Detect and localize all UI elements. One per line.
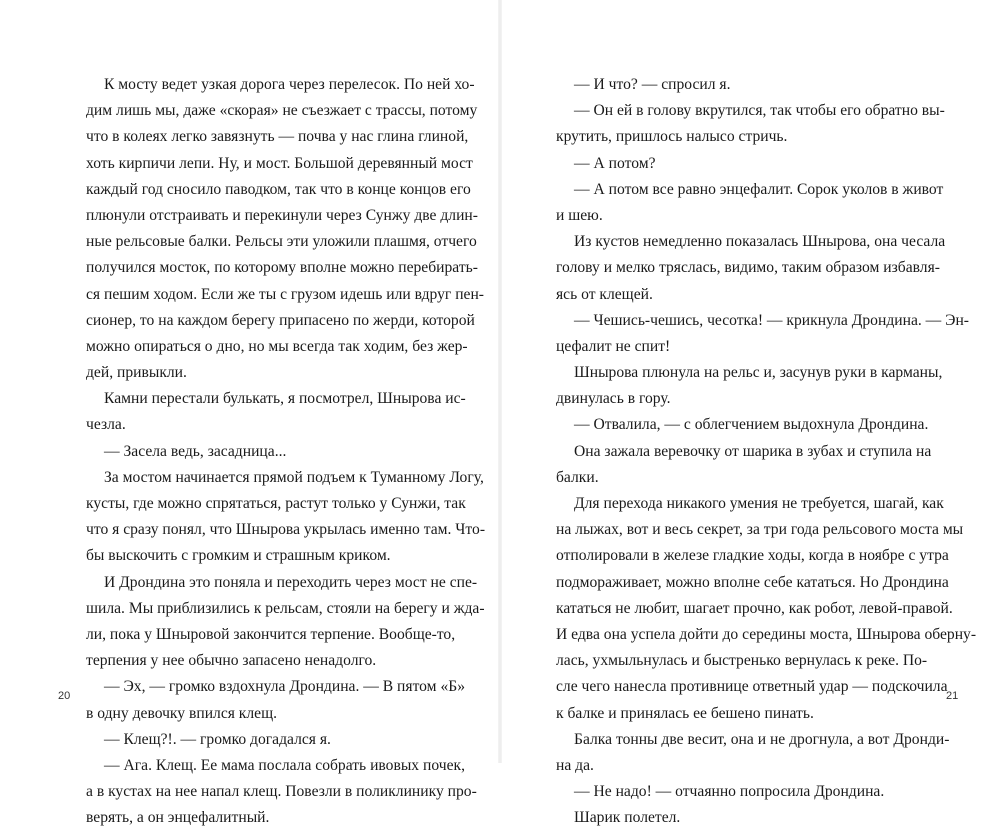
text-line: отполировали в железе гладкие ходы, когда в ноябре с утра	[556, 547, 949, 565]
left-page	[0, 0, 500, 827]
text-line: ся пешим ходом. Если же ты с грузом идешь или вдруг пен-	[86, 285, 484, 303]
left-page-number: 20	[58, 690, 71, 702]
text-line: Из кустов немедленно показалась Шнырова, она чесала	[574, 233, 946, 251]
text-line: балки.	[556, 468, 599, 486]
text-line: бы выскочить с громким и страшным криком.	[86, 547, 391, 565]
text-line: — Отвалила, — с облегчением выдохнула Дрондина.	[574, 416, 929, 434]
text-line: терпения у нее обычно запасено ненадолго.	[86, 652, 377, 670]
text-line: к балке и принялась ее бешено пинать.	[556, 704, 814, 722]
text-line: кусты, где можно спрятаться, растут только у Сунжи, так	[86, 495, 466, 512]
text-line: — Не надо! — отчаянно попросила Дрондина.	[574, 783, 885, 801]
text-line: на лыжах, вот и весь секрет, за три года рельсового моста мы	[556, 521, 964, 539]
text-line: а в кустах на нее напал клещ. Повезли в поликлинику про-	[86, 783, 477, 801]
text-line: цефалит не спит!	[556, 337, 671, 355]
text-line: Для перехода никакого умения не требуется, шагай, как	[574, 495, 944, 512]
text-line: что я сразу понял, что Шнырова укрылась именно там. Что-	[86, 521, 486, 539]
text-line: К мосту ведет узкая дорога через перелесок. По ней хо-	[104, 76, 475, 93]
text-line: — А потом все равно энцефалит. Сорок уколов в живот	[574, 180, 944, 198]
text-line: Шарик полетел.	[574, 809, 681, 827]
text-line: плюнули отстраивать и перекинули через Сунжу две длин-	[86, 206, 478, 224]
text-line: каждый год сносило паводком, так что в конце концов его	[86, 180, 471, 198]
text-line: ясь от клещей.	[556, 285, 653, 303]
text-line: Балка тонны две весит, она и не дрогнула, а вот Дронди-	[574, 730, 950, 748]
text-line: получился мосток, по которому вполне можно перебирать-	[86, 259, 478, 277]
text-line: хоть кирпичи лепи. Ну, и мост. Большой деревянный мост	[86, 154, 473, 172]
text-line: — Клещ?!. — громко догадался я.	[104, 730, 331, 748]
text-line: сле чего нанесла противнице ответный удар — подскочила	[556, 678, 948, 696]
text-line: — Эх, — громко вздохнула Дрондина. — В пятом «Б»	[104, 678, 466, 696]
text-line: кататься не любит, шагает прочно, как робот, левой-правой.	[556, 599, 953, 617]
text-line: дей, привыкли.	[86, 364, 187, 382]
text-line: Она зажала веревочку от шарика в зубах и ступила на	[574, 442, 932, 460]
text-line: сионер, то на каждом берегу припасено по жерди, которой	[86, 311, 475, 329]
right-page-number: 21	[946, 690, 959, 702]
text-line: дим лишь мы, даже «скорая» не съезжает с трассы, потому	[86, 102, 478, 120]
text-line: ные рельсовые балки. Рельсы эти уложили плашмя, отчего	[86, 233, 477, 251]
text-line: двинулась в гору.	[556, 390, 671, 408]
text-line: Камни перестали булькать, я посмотрел, Шнырова ис-	[104, 390, 466, 408]
text-line: ли, пока у Шныровой закончится терпение. Вообще-то,	[86, 625, 456, 643]
text-line: чезла.	[86, 416, 126, 434]
text-line: — Чешись-чешись, чесотка! — крикнула Дрондина. — Эн-	[574, 311, 969, 329]
text-line: и шею.	[556, 206, 603, 224]
text-line: — И что? — спросил я.	[574, 76, 731, 93]
text-line: — Засела ведь, засадница...	[104, 442, 287, 460]
text-line: За мостом начинается прямой подъем к Туманному Логу,	[104, 468, 484, 486]
text-line: в одну девочку впился клещ.	[86, 704, 277, 722]
text-line: Шнырова плюнула на рельс и, засунув руки в карманы,	[574, 364, 943, 382]
text-line: верять, а он энцефалитный.	[86, 809, 270, 827]
text-line: крутить, пришлось налысо стричь.	[556, 128, 788, 146]
text-line: лась, ухмыльнулась и быстренько вернулась к реке. По-	[556, 652, 928, 670]
right-page	[500, 0, 1000, 827]
text-line: — А потом?	[574, 154, 656, 172]
text-line: — Ага. Клещ. Ее мама послала собрать ивовых почек,	[104, 756, 465, 774]
text-line: И Дрондина это поняла и переходить через мост не спе-	[104, 573, 478, 591]
text-line: подмораживает, можно вполне себе кататься. Но Дрондина	[556, 573, 949, 591]
text-line: — Он ей в голову вкрутился, так чтобы его обратно вы-	[574, 102, 945, 120]
text-line: голову и мелко тряслась, видимо, таким образом избавля-	[556, 259, 940, 277]
left-page-text	[86, 72, 486, 831]
text-line: на да.	[556, 756, 594, 774]
text-line: можно опираться о дно, но мы всегда так ходим, без жер-	[86, 337, 468, 355]
text-line: что в колеях легко завязнуть — почва у нас глина глиной,	[86, 128, 469, 146]
text-line: И едва она успела дойти до середины моста, Шнырова оберну-	[556, 625, 977, 643]
text-line: шила. Мы приблизились к рельсам, стояли на берегу и жда-	[86, 599, 485, 617]
